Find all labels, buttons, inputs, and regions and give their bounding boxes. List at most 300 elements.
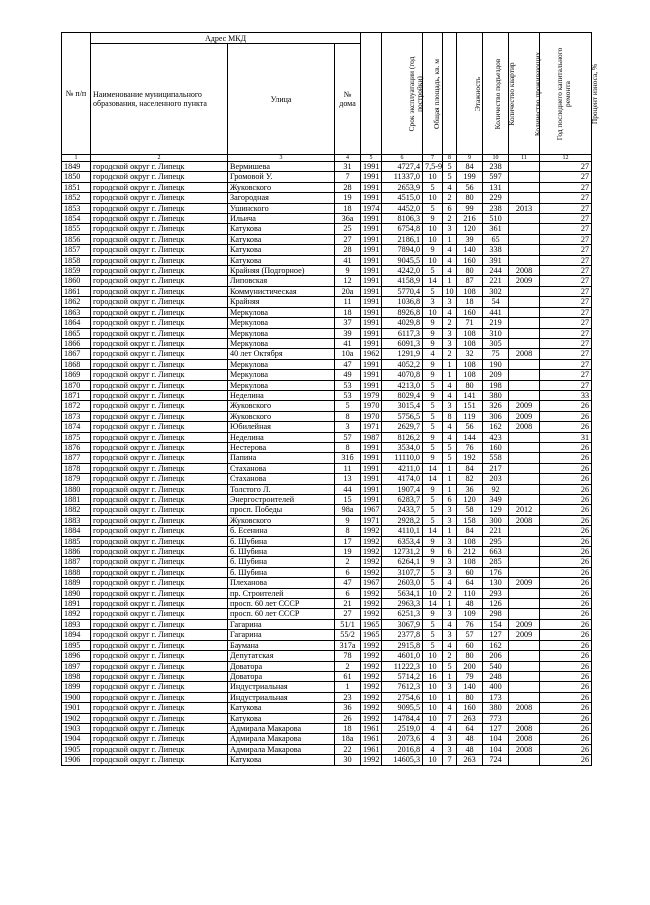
residents-cell: 131: [483, 182, 509, 192]
table-row: [62, 734, 592, 744]
row-num: 1904: [62, 734, 91, 744]
repair-year-cell: [509, 588, 540, 598]
repair-year-cell: 2008: [509, 723, 540, 733]
residents-cell: 597: [483, 172, 509, 182]
row-num: 1857: [62, 245, 91, 255]
repair-year-cell: [509, 671, 540, 681]
street-cell: Меркулова: [228, 380, 335, 390]
apartments-cell: 80: [457, 266, 483, 276]
entrances-cell: 1: [443, 599, 457, 609]
apartments-cell: 76: [457, 442, 483, 452]
municipality-cell: городской округ г. Липецк: [91, 547, 228, 557]
area-cell: 4174,0: [382, 474, 423, 484]
area-cell: 4052,2: [382, 359, 423, 369]
floors-cell: 14: [423, 463, 443, 473]
area-cell: 2653,9: [382, 182, 423, 192]
area-cell: 2629,7: [382, 422, 423, 432]
table-row: [62, 214, 592, 224]
row-num: 1886: [62, 547, 91, 557]
floors-cell: 10: [423, 682, 443, 692]
floors-cell: 5: [423, 640, 443, 650]
apartments-cell: 60: [457, 567, 483, 577]
municipality-cell: городской округ г. Липецк: [91, 703, 228, 713]
entrances-cell: 3: [443, 338, 457, 348]
repair-year-cell: [509, 547, 540, 557]
street-cell: Папина: [228, 453, 335, 463]
floors-cell: 14: [423, 526, 443, 536]
municipality-cell: городской округ г. Липецк: [91, 505, 228, 515]
floors-cell: 5: [423, 630, 443, 640]
wear-cell: 26: [540, 567, 592, 577]
year-cell: 1991: [361, 359, 382, 369]
street-cell: пр. Строителей: [228, 588, 335, 598]
table-row: [62, 318, 592, 328]
wear-cell: 26: [540, 536, 592, 546]
apartments-cell: 48: [457, 599, 483, 609]
header-wear: Процент износа, %: [540, 33, 592, 155]
municipality-cell: городской округ г. Липецк: [91, 692, 228, 702]
row-num: 1900: [62, 692, 91, 702]
entrances-cell: 6: [443, 203, 457, 213]
municipality-cell: городской округ г. Липецк: [91, 640, 228, 650]
repair-year-cell: [509, 328, 540, 338]
entrances-cell: 7: [443, 755, 457, 765]
house-cell: 2: [335, 661, 361, 671]
wear-cell: 27: [540, 203, 592, 213]
street-cell: Гагарина: [228, 619, 335, 629]
street-cell: Катукова: [228, 245, 335, 255]
apartments-cell: 39: [457, 234, 483, 244]
apartments-cell: 160: [457, 703, 483, 713]
row-num: 1893: [62, 619, 91, 629]
area-cell: 2073,6: [382, 734, 423, 744]
apartments-cell: 79: [457, 671, 483, 681]
year-cell: 1991: [361, 328, 382, 338]
apartments-cell: 84: [457, 162, 483, 172]
wear-cell: 26: [540, 755, 592, 765]
municipality-cell: городской округ г. Липецк: [91, 495, 228, 505]
year-cell: 1991: [361, 276, 382, 286]
row-num: 1880: [62, 484, 91, 494]
residents-cell: 295: [483, 536, 509, 546]
entrances-cell: 4: [443, 380, 457, 390]
wear-cell: 27: [540, 234, 592, 244]
floors-cell: 10: [423, 588, 443, 598]
house-cell: 1: [335, 682, 361, 692]
row-num: 1867: [62, 349, 91, 359]
area-cell: 4213,0: [382, 380, 423, 390]
row-num: 1856: [62, 234, 91, 244]
street-cell: 40 лет Октября: [228, 349, 335, 359]
street-cell: Громовой У.: [228, 172, 335, 182]
repair-year-cell: [509, 526, 540, 536]
municipality-cell: городской округ г. Липецк: [91, 172, 228, 182]
municipality-cell: городской округ г. Липецк: [91, 526, 228, 536]
area-cell: 2016,8: [382, 744, 423, 754]
wear-cell: 27: [540, 286, 592, 296]
area-cell: 2603,0: [382, 578, 423, 588]
street-cell: Жуковского: [228, 401, 335, 411]
apartments-cell: 76: [457, 619, 483, 629]
entrances-cell: 4: [443, 703, 457, 713]
year-cell: 1991: [361, 172, 382, 182]
house-cell: 98а: [335, 505, 361, 515]
street-cell: Крайняя: [228, 297, 335, 307]
repair-year-cell: 2008: [509, 515, 540, 525]
year-cell: 1992: [361, 526, 382, 536]
area-cell: 2754,6: [382, 692, 423, 702]
table-row: [62, 682, 592, 692]
repair-year-cell: [509, 234, 540, 244]
area-cell: 5756,5: [382, 411, 423, 421]
apartments-cell: 108: [457, 370, 483, 380]
floors-cell: 4: [423, 734, 443, 744]
year-cell: 1992: [361, 557, 382, 567]
area-cell: 4515,0: [382, 193, 423, 203]
table-row: [62, 547, 592, 557]
entrances-cell: 3: [443, 609, 457, 619]
wear-cell: 26: [540, 703, 592, 713]
wear-cell: 26: [540, 723, 592, 733]
repair-year-cell: 2009: [509, 578, 540, 588]
house-cell: 13: [335, 474, 361, 484]
floors-cell: 16: [423, 671, 443, 681]
entrances-cell: 8: [443, 411, 457, 421]
municipality-cell: городской округ г. Липецк: [91, 713, 228, 723]
row-num: 1851: [62, 182, 91, 192]
wear-cell: 26: [540, 578, 592, 588]
municipality-cell: городской округ г. Липецк: [91, 453, 228, 463]
header-last-repair: Год последнего капитального ремонта: [509, 33, 540, 155]
floors-cell: 10: [423, 651, 443, 661]
floors-cell: 10: [423, 172, 443, 182]
apartments-cell: 108: [457, 286, 483, 296]
year-cell: 1991: [361, 255, 382, 265]
residents-cell: 441: [483, 307, 509, 317]
residents-cell: 130: [483, 578, 509, 588]
area-cell: 4242,0: [382, 266, 423, 276]
row-num: 1879: [62, 474, 91, 484]
table-row: [62, 328, 592, 338]
area-cell: 5770,4: [382, 286, 423, 296]
apartments-cell: 151: [457, 401, 483, 411]
year-cell: 1991: [361, 484, 382, 494]
area-cell: 3107,7: [382, 567, 423, 577]
housing-registry-table-page: [61, 32, 600, 766]
residents-cell: 300: [483, 515, 509, 525]
repair-year-cell: [509, 214, 540, 224]
floors-cell: 5: [423, 286, 443, 296]
entrances-cell: 4: [443, 619, 457, 629]
wear-cell: 27: [540, 307, 592, 317]
repair-year-cell: [509, 651, 540, 661]
row-num: 1895: [62, 640, 91, 650]
house-cell: 6: [335, 567, 361, 577]
area-cell: 2519,0: [382, 723, 423, 733]
municipality-cell: городской округ г. Липецк: [91, 734, 228, 744]
table-row: [62, 484, 592, 494]
row-num: 1854: [62, 214, 91, 224]
col-number: 9: [457, 155, 483, 162]
table-row: [62, 182, 592, 192]
repair-year-cell: [509, 713, 540, 723]
area-cell: 14605,3: [382, 755, 423, 765]
repair-year-cell: [509, 297, 540, 307]
entrances-cell: 5: [443, 453, 457, 463]
repair-year-cell: [509, 661, 540, 671]
entrances-cell: 2: [443, 588, 457, 598]
entrances-cell: 2: [443, 193, 457, 203]
year-cell: 1992: [361, 671, 382, 681]
apartments-cell: 64: [457, 723, 483, 733]
row-num: 1863: [62, 307, 91, 317]
year-cell: 1992: [361, 692, 382, 702]
floors-cell: 5: [423, 578, 443, 588]
wear-cell: 26: [540, 442, 592, 452]
entrances-cell: 2: [443, 349, 457, 359]
residents-cell: 724: [483, 755, 509, 765]
table-row: [62, 276, 592, 286]
area-cell: 3015,4: [382, 401, 423, 411]
house-cell: 19: [335, 547, 361, 557]
wear-cell: 26: [540, 505, 592, 515]
floors-cell: 9: [423, 328, 443, 338]
municipality-cell: городской округ г. Липецк: [91, 651, 228, 661]
municipality-cell: городской округ г. Липецк: [91, 755, 228, 765]
year-cell: 1991: [361, 318, 382, 328]
repair-year-cell: [509, 474, 540, 484]
table-row: [62, 463, 592, 473]
residents-cell: 104: [483, 744, 509, 754]
house-cell: 317а: [335, 640, 361, 650]
apartments-cell: 192: [457, 453, 483, 463]
entrances-cell: 3: [443, 682, 457, 692]
floors-cell: 9: [423, 338, 443, 348]
year-cell: 1961: [361, 734, 382, 744]
table-row: [62, 453, 592, 463]
repair-year-cell: [509, 453, 540, 463]
residents-cell: 558: [483, 453, 509, 463]
house-cell: 28: [335, 182, 361, 192]
residents-cell: 306: [483, 411, 509, 421]
area-cell: 8126,2: [382, 432, 423, 442]
residents-cell: 361: [483, 224, 509, 234]
apartments-cell: 18: [457, 297, 483, 307]
apartments-cell: 80: [457, 380, 483, 390]
entrances-cell: 4: [443, 432, 457, 442]
apartments-cell: 199: [457, 172, 483, 182]
table-row: [62, 588, 592, 598]
row-num: 1894: [62, 630, 91, 640]
row-num: 1884: [62, 526, 91, 536]
entrances-cell: 4: [443, 390, 457, 400]
row-num: 1891: [62, 599, 91, 609]
floors-cell: 9: [423, 370, 443, 380]
house-cell: 36: [335, 703, 361, 713]
street-cell: Загородная: [228, 193, 335, 203]
floors-cell: 5: [423, 182, 443, 192]
row-num: 1896: [62, 651, 91, 661]
municipality-cell: городской округ г. Липецк: [91, 380, 228, 390]
house-cell: 18: [335, 723, 361, 733]
municipality-cell: городской округ г. Липецк: [91, 349, 228, 359]
house-cell: 44: [335, 484, 361, 494]
apartments-cell: 212: [457, 547, 483, 557]
repair-year-cell: [509, 390, 540, 400]
house-cell: 23: [335, 692, 361, 702]
street-cell: Неделина: [228, 432, 335, 442]
area-cell: 2928,2: [382, 515, 423, 525]
table-row: [62, 723, 592, 733]
header-residents: Количество проживающих: [483, 33, 509, 155]
apartments-cell: 108: [457, 536, 483, 546]
residents-cell: 104: [483, 734, 509, 744]
entrances-cell: 5: [443, 162, 457, 172]
repair-year-cell: [509, 380, 540, 390]
col-number: 11: [509, 155, 540, 162]
area-cell: 4110,1: [382, 526, 423, 536]
year-cell: 1974: [361, 203, 382, 213]
floors-cell: 10: [423, 234, 443, 244]
wear-cell: 27: [540, 318, 592, 328]
wear-cell: 26: [540, 609, 592, 619]
floors-cell: 9: [423, 557, 443, 567]
apartments-cell: 82: [457, 474, 483, 484]
area-cell: 11222,3: [382, 661, 423, 671]
row-num: 1878: [62, 463, 91, 473]
row-num: 1850: [62, 172, 91, 182]
street-cell: Индустриальная: [228, 692, 335, 702]
row-num: 1881: [62, 495, 91, 505]
year-cell: 1992: [361, 682, 382, 692]
apartments-cell: 56: [457, 182, 483, 192]
year-cell: 1967: [361, 505, 382, 515]
house-cell: 18: [335, 307, 361, 317]
municipality-cell: городской округ г. Липецк: [91, 182, 228, 192]
floors-cell: 7,5-9: [423, 162, 443, 172]
residents-cell: 302: [483, 286, 509, 296]
street-cell: Адмирала Макарова: [228, 734, 335, 744]
year-cell: 1965: [361, 619, 382, 629]
table-row: [62, 172, 592, 182]
house-cell: 12: [335, 276, 361, 286]
apartments-cell: 87: [457, 276, 483, 286]
area-cell: 2915,8: [382, 640, 423, 650]
row-num: 1882: [62, 505, 91, 515]
repair-year-cell: [509, 442, 540, 452]
residents-cell: 209: [483, 370, 509, 380]
entrances-cell: 2: [443, 214, 457, 224]
street-cell: Ильича: [228, 214, 335, 224]
row-num: 1903: [62, 723, 91, 733]
year-cell: 1991: [361, 214, 382, 224]
wear-cell: 26: [540, 651, 592, 661]
wear-cell: 27: [540, 266, 592, 276]
repair-year-cell: [509, 359, 540, 369]
floors-cell: 9: [423, 484, 443, 494]
repair-year-cell: [509, 567, 540, 577]
table-row: [62, 401, 592, 411]
entrances-cell: 1: [443, 359, 457, 369]
floors-cell: 5: [423, 567, 443, 577]
municipality-cell: городской округ г. Липецк: [91, 671, 228, 681]
street-cell: Нестерова: [228, 442, 335, 452]
wear-cell: 26: [540, 484, 592, 494]
municipality-cell: городской округ г. Липецк: [91, 609, 228, 619]
entrances-cell: 3: [443, 744, 457, 754]
apartments-cell: 48: [457, 734, 483, 744]
wear-cell: 26: [540, 671, 592, 681]
row-num: 1874: [62, 422, 91, 432]
year-cell: 1965: [361, 630, 382, 640]
table-row: [62, 671, 592, 681]
repair-year-cell: [509, 245, 540, 255]
area-cell: 11110,0: [382, 453, 423, 463]
street-cell: Доватора: [228, 661, 335, 671]
row-num: 1855: [62, 224, 91, 234]
municipality-cell: городской округ г. Липецк: [91, 744, 228, 754]
house-cell: 22: [335, 744, 361, 754]
row-num: 1871: [62, 390, 91, 400]
residents-cell: 160: [483, 442, 509, 452]
row-num: 1873: [62, 411, 91, 421]
table-row: [62, 703, 592, 713]
apartments-cell: 160: [457, 307, 483, 317]
apartments-cell: 84: [457, 463, 483, 473]
residents-cell: 127: [483, 630, 509, 640]
repair-year-cell: [509, 338, 540, 348]
entrances-cell: 3: [443, 557, 457, 567]
entrances-cell: 4: [443, 182, 457, 192]
house-cell: 7: [335, 172, 361, 182]
area-cell: 9045,5: [382, 255, 423, 265]
entrances-cell: 5: [443, 442, 457, 452]
street-cell: Баумана: [228, 640, 335, 650]
entrances-cell: 1: [443, 370, 457, 380]
repair-year-cell: [509, 536, 540, 546]
table-row: [62, 651, 592, 661]
wear-cell: 31: [540, 432, 592, 442]
apartments-cell: 120: [457, 495, 483, 505]
area-cell: 4211,0: [382, 463, 423, 473]
apartments-cell: 158: [457, 515, 483, 525]
municipality-cell: городской округ г. Липецк: [91, 484, 228, 494]
col-number: 1: [62, 155, 91, 162]
municipality-cell: городской округ г. Липецк: [91, 567, 228, 577]
year-cell: 1992: [361, 588, 382, 598]
municipality-cell: городской округ г. Липецк: [91, 578, 228, 588]
residents-cell: 293: [483, 588, 509, 598]
municipality-cell: городской округ г. Липецк: [91, 255, 228, 265]
repair-year-cell: 2009: [509, 630, 540, 640]
header-entrances: Количество подъездов: [443, 33, 457, 155]
year-cell: 1991: [361, 463, 382, 473]
residents-cell: 54: [483, 297, 509, 307]
year-cell: 1991: [361, 495, 382, 505]
header-num: № п/п: [62, 33, 91, 155]
area-cell: 8926,8: [382, 307, 423, 317]
street-cell: Катукова: [228, 703, 335, 713]
street-cell: Коммунистическая: [228, 286, 335, 296]
table-row: [62, 630, 592, 640]
table-row: [62, 380, 592, 390]
street-cell: б. Шубина: [228, 536, 335, 546]
table-row: [62, 203, 592, 213]
year-cell: 1991: [361, 380, 382, 390]
residents-cell: 75: [483, 349, 509, 359]
floors-cell: 5: [423, 442, 443, 452]
residents-cell: 65: [483, 234, 509, 244]
